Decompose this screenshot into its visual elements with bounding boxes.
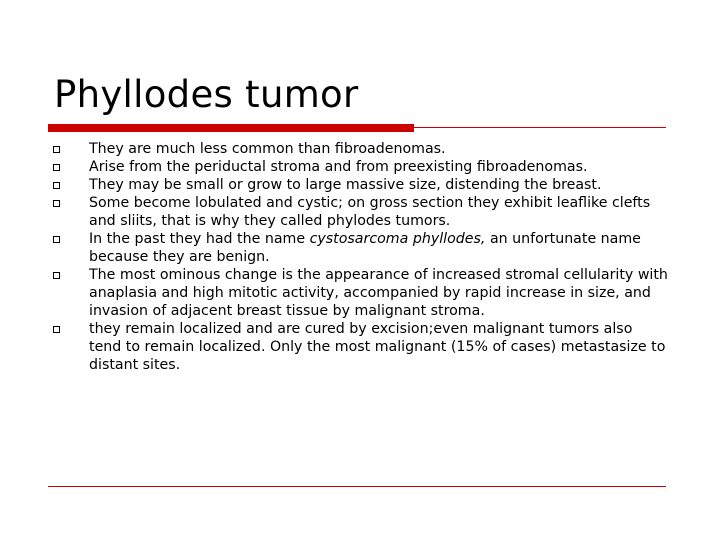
- list-item: [0, 158, 669, 176]
- list-item: [0, 230, 669, 266]
- title-underline-accent: [48, 124, 414, 132]
- footer-rule: [48, 486, 666, 487]
- bullet-text: They are much less common than fibroadenomas.: [89, 141, 446, 157]
- bullet-text: Arise from the periductal stroma and from preexisting fibroadenomas.: [89, 159, 588, 175]
- list-item: [0, 176, 669, 194]
- hollow-square-icon: [53, 200, 60, 207]
- list-item: [0, 320, 669, 374]
- hollow-square-icon: [53, 182, 60, 189]
- hollow-square-icon: [53, 236, 60, 243]
- bullet-text: they remain localized and are cured by excision;even malignant tumors also tend to remain localized. Only the most malignant (15% of cases) metastasize to distant sites.: [89, 321, 666, 373]
- bullet-text-after: an unfortunate name because they are benign.: [89, 231, 641, 265]
- bullet-text: The most ominous change is the appearance of increased stromal cellularity with anaplasia and high mitotic activity, accompanied by rapid increase in size, and invasion of adjacent breast tissue by malignant stroma.: [89, 267, 668, 319]
- bullet-text-italic: cystosarcoma phyllodes,: [309, 231, 486, 247]
- bullet-text-before: In the past they had the name: [89, 231, 310, 247]
- hollow-square-icon: [53, 326, 60, 333]
- bullet-text: Some become lobulated and cystic; on gross section they exhibit leaflike clefts and sliits, that is why they called phylodes tumors.: [89, 195, 651, 229]
- list-item: [0, 194, 669, 230]
- hollow-square-icon: [53, 146, 60, 153]
- hollow-square-icon: [53, 272, 60, 279]
- hollow-square-icon: [53, 164, 60, 171]
- list-item: [0, 140, 669, 158]
- bullet-text: [89, 231, 641, 265]
- slide-title: Phyllodes tumor: [54, 73, 359, 116]
- bullet-list: [0, 140, 669, 374]
- bullet-text: They may be small or grow to large massive size, distending the breast.: [89, 177, 602, 193]
- list-item: [0, 266, 669, 320]
